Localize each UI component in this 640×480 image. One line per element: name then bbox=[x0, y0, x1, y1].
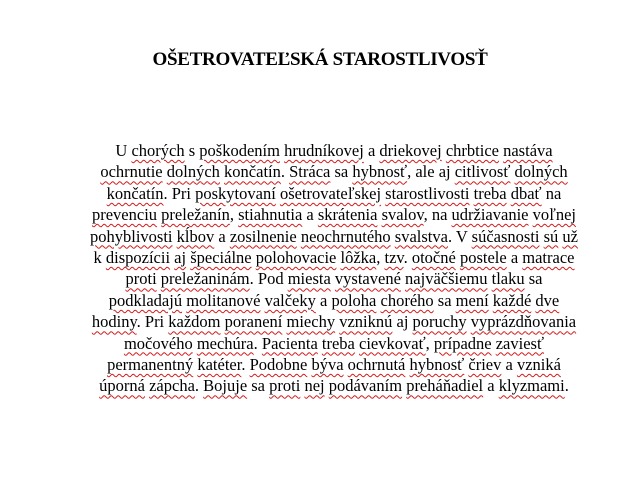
misspelled-word: treba bbox=[321, 333, 355, 353]
misspelled-word: hybnosť bbox=[409, 355, 465, 375]
misspelled-word: hybnosť bbox=[352, 162, 408, 182]
misspelled-word: už bbox=[562, 226, 578, 246]
text-run: . Pod bbox=[249, 269, 288, 289]
misspelled-word: permanentný bbox=[107, 355, 194, 375]
paragraph-line bbox=[54, 333, 614, 354]
misspelled-word: končatín bbox=[224, 162, 281, 182]
text-run: . bbox=[280, 162, 290, 182]
misspelled-word: molitanové bbox=[186, 290, 261, 310]
misspelled-word: dolných bbox=[166, 162, 220, 182]
misspelled-word: stiahnutia bbox=[238, 205, 303, 225]
misspelled-word: treba bbox=[473, 183, 507, 203]
misspelled-word: vystavené bbox=[334, 269, 401, 289]
misspelled-word: Pacienta bbox=[261, 333, 318, 353]
text-run: sa bbox=[433, 290, 456, 310]
paragraph-line bbox=[54, 204, 614, 225]
text-run: s bbox=[184, 141, 200, 160]
text-run: . bbox=[403, 248, 412, 268]
misspelled-word: ochrnutá bbox=[347, 355, 406, 375]
misspelled-word: ošetrovateľskej bbox=[279, 183, 382, 203]
paragraph-line bbox=[54, 161, 614, 182]
misspelled-word: Bojuje bbox=[203, 376, 248, 396]
misspelled-word: hrudníkovej bbox=[284, 141, 364, 160]
misspelled-word: chorého bbox=[380, 290, 434, 310]
misspelled-word: hodiny bbox=[91, 312, 137, 332]
paragraph-line bbox=[54, 140, 614, 161]
misspelled-word: vzniká bbox=[516, 355, 561, 375]
misspelled-word: čriev bbox=[468, 355, 502, 375]
text-run: . bbox=[564, 376, 569, 396]
text-run: na bbox=[541, 183, 562, 203]
misspelled-word: chorých bbox=[131, 141, 185, 160]
misspelled-word: chrbtice bbox=[445, 141, 499, 160]
text-run: U bbox=[115, 141, 132, 160]
misspelled-word: miesta bbox=[287, 269, 331, 289]
text-run: , na bbox=[423, 205, 452, 225]
misspelled-word: proti bbox=[125, 269, 157, 289]
misspelled-word: poskytovaní bbox=[195, 183, 276, 203]
misspelled-word: tzv bbox=[384, 248, 404, 268]
paragraph-line bbox=[54, 375, 614, 396]
misspelled-word: nastáva bbox=[503, 141, 553, 160]
misspelled-word: každom bbox=[168, 312, 221, 332]
misspelled-word: miechy bbox=[286, 312, 336, 332]
misspelled-word: ochrnutie bbox=[100, 162, 163, 182]
misspelled-word: aj bbox=[174, 248, 187, 268]
misspelled-word: sú bbox=[543, 226, 559, 246]
misspelled-word: skrátenia bbox=[317, 205, 378, 225]
misspelled-word: poruchy bbox=[412, 312, 467, 332]
text-run: a bbox=[363, 141, 380, 160]
misspelled-word: voľnej bbox=[532, 205, 576, 225]
misspelled-word: valčeky bbox=[264, 290, 316, 310]
misspelled-word: katéter bbox=[197, 355, 242, 375]
document-title: OŠETROVATEĽSKÁ STAROSTLIVOSŤ bbox=[152, 49, 488, 70]
text-run: . V bbox=[447, 226, 472, 246]
text-run: , ale aj bbox=[407, 162, 455, 182]
misspelled-word: tlaku bbox=[491, 269, 525, 289]
text-run: k bbox=[93, 248, 106, 268]
misspelled-word: preháňadiel bbox=[406, 376, 484, 396]
misspelled-word: postele bbox=[459, 248, 507, 268]
misspelled-word: proti bbox=[269, 376, 301, 396]
misspelled-word: podávaním bbox=[328, 376, 403, 396]
text-run: sa bbox=[524, 269, 543, 289]
misspelled-word: udržiavanie bbox=[451, 205, 529, 225]
paragraph-line bbox=[54, 247, 614, 268]
misspelled-word: nej bbox=[304, 376, 325, 396]
paragraph-line bbox=[54, 183, 614, 204]
misspelled-word: každé bbox=[492, 290, 532, 310]
misspelled-word: podkladajú bbox=[108, 290, 183, 310]
misspelled-word: zaviesť bbox=[495, 333, 545, 353]
paragraph-line bbox=[54, 290, 614, 311]
misspelled-word: dolných bbox=[514, 162, 568, 182]
misspelled-word: Stráca bbox=[289, 162, 331, 182]
text-run: sa bbox=[247, 376, 270, 396]
misspelled-word: mení bbox=[455, 290, 489, 310]
misspelled-word: súčasnosti bbox=[471, 226, 540, 246]
misspelled-word: matrace bbox=[522, 248, 575, 268]
misspelled-word: poranení bbox=[224, 312, 283, 332]
misspelled-word: pohyblivosti bbox=[90, 226, 173, 246]
misspelled-word: močového bbox=[123, 333, 193, 353]
text-run: , bbox=[376, 248, 385, 268]
paragraph-line bbox=[54, 311, 614, 332]
misspelled-word: svalstva bbox=[394, 226, 448, 246]
misspelled-word: Podobne bbox=[249, 355, 308, 375]
misspelled-word: preležanín bbox=[161, 205, 230, 225]
misspelled-word: driekovej bbox=[379, 141, 442, 160]
misspelled-word: kĺbov bbox=[176, 226, 215, 246]
misspelled-word: otočné bbox=[411, 248, 456, 268]
misspelled-word: končatín bbox=[106, 183, 164, 203]
misspelled-word: citlivosť bbox=[454, 162, 511, 182]
misspelled-word: najväčšiemu bbox=[405, 269, 488, 289]
misspelled-word: poloha bbox=[331, 290, 377, 310]
text-run: a bbox=[302, 205, 318, 225]
misspelled-word: zosilnenie bbox=[229, 226, 297, 246]
text-run: a bbox=[501, 355, 517, 375]
misspelled-word: polohovacie bbox=[255, 248, 337, 268]
text-run: aj bbox=[392, 312, 413, 332]
text-run: a bbox=[483, 376, 499, 396]
text-run: . bbox=[253, 333, 262, 353]
misspelled-word: zápcha bbox=[149, 376, 195, 396]
misspelled-word: dbať bbox=[510, 183, 542, 203]
misspelled-word: poškodením bbox=[199, 141, 280, 160]
misspelled-word: prevenciu bbox=[91, 205, 158, 225]
text-run: . bbox=[241, 355, 250, 375]
text-run: , bbox=[229, 205, 239, 225]
text-run: , bbox=[425, 333, 434, 353]
misspelled-word: dispozícii bbox=[105, 248, 171, 268]
misspelled-word: cievkovať bbox=[359, 333, 426, 353]
misspelled-word: svalov bbox=[381, 205, 424, 225]
misspelled-word: neochrnutého bbox=[300, 226, 391, 246]
misspelled-word: starostlivosti bbox=[385, 183, 470, 203]
misspelled-word: vyprázdňovania bbox=[470, 312, 577, 332]
text-run: a bbox=[506, 248, 523, 268]
misspelled-word: prípadne bbox=[433, 333, 492, 353]
document-body[interactable] bbox=[54, 140, 614, 397]
text-run: a bbox=[214, 226, 230, 246]
text-run: . Pri bbox=[136, 312, 169, 332]
paragraph-line bbox=[54, 226, 614, 247]
text-run: . Pri bbox=[163, 183, 196, 203]
misspelled-word: býva bbox=[311, 355, 344, 375]
misspelled-word: úporná bbox=[99, 376, 145, 396]
misspelled-word: preležaninám bbox=[160, 269, 250, 289]
paragraph-line bbox=[54, 268, 614, 289]
text-run: sa bbox=[330, 162, 353, 182]
misspelled-word: mechúra bbox=[196, 333, 254, 353]
misspelled-word: klyzmami bbox=[498, 376, 565, 396]
text-run: a bbox=[315, 290, 332, 310]
misspelled-word: vzniknú bbox=[339, 312, 393, 332]
misspelled-word: lôžka bbox=[340, 248, 377, 268]
text-run: . bbox=[194, 376, 204, 396]
paragraph-line bbox=[54, 354, 614, 375]
misspelled-word: špeciálne bbox=[190, 248, 252, 268]
misspelled-word: dve bbox=[535, 290, 560, 310]
